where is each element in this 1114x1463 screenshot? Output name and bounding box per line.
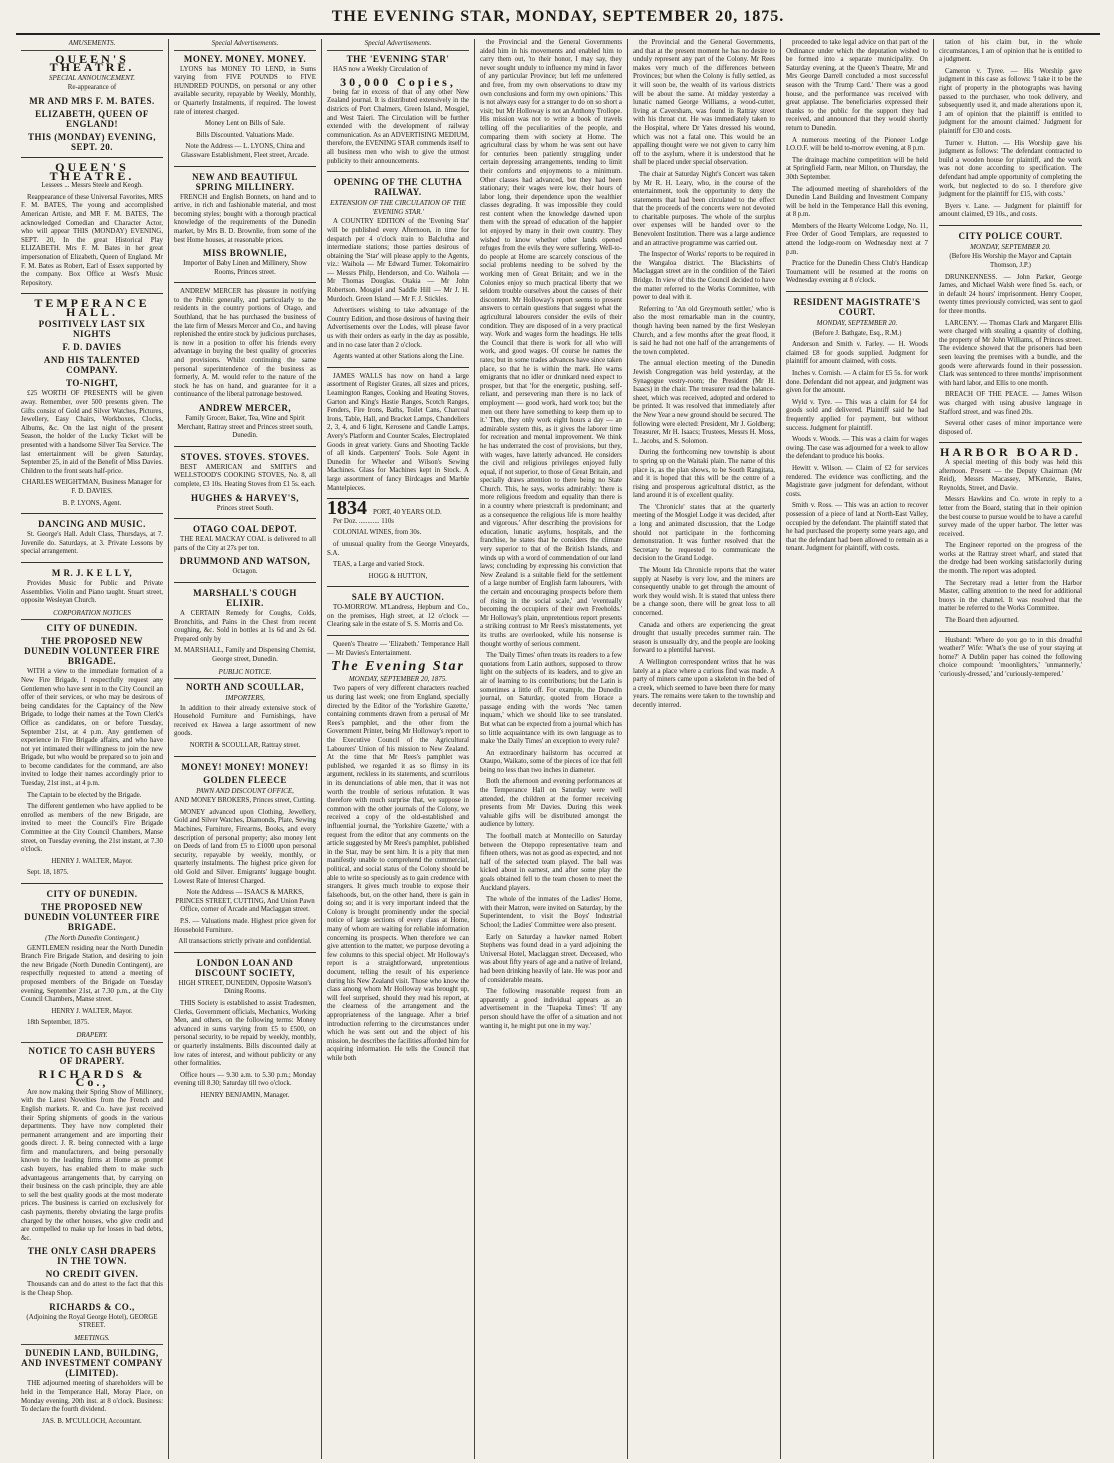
mercer-sub: Family Grocer, Baker, Tea, Wine and Spirit Merchant, Rattray street and Princes street south, Dunedin. [177, 415, 313, 440]
fleece-note: P.S. — Valuations made. Highest price given for Household Furniture. [174, 917, 316, 934]
divider [327, 635, 469, 636]
editorial-body: Two papers of very different characters reached us during last week; one from England, specially directed by the Editor of the 'Yorkshire Gazette,' containing comments drawn from a perusal of Mr Rees's pamphlet, and the other from the Government Printer, being Mr Holloway's report to the Executive Council of the Agricultural Labourers' Union of his mission to New Zealand. At the time that Mr Rees's pamphlet was published, we regarded it as so flimsy in its argument, reckless in its statements, and scurrilous in its denunciations of able men, that it was not worth the trouble of serious refutation. It was therefore with much surprise that, we suppose in common with the other journals of the Colony, we received a copy of the old-established and influential journal, the 'Yorkshire Gazette,' with a request from the editor that any comments on the article suggested by Mr Rees's pamphlet, published in the Star, may be sent him. It is a pity that men manifestly unable to comprehend the commercial, political, and social status of the Colony should be able to write so speciously as to gain credence with strangers. It gives much trouble to expose their falsehoods, but, on the other hand, there is gain in doing so; and it is very important indeed that the Colony is brought prominently under the special notice of large sections of every class at Home, many of whom are waiting for reliable information concerning its prospects. When therefore we can give attention to the matter, we purpose devoting a few columns to this special object. Mr Holloway's report is a straightforward, unpretentious document, telling the result of his experience during his New Zealand visit. Those who know the class among whom Mr Holloway was brought up, will feel surprised, should they read his report, at the clearness of the arrangement and the appropriateness of the language. After a brief introduction referring to the circumstances under which he was sent out and the object of his mission, he describes the facilities afforded him for acquiring information. He tells the Council that while both [327, 685, 469, 1062]
star-heading: THE 'EVENING STAR' [346, 53, 450, 64]
port-line [327, 497, 469, 520]
brigade-body: WITH a view to the immediate formation of a New Fire Brigade, I respectfully request any Gentlemen who have sent in to the City Council an offer of their services, or who may be desirous of being candidates for the Captaincy of the New Brigade, to lodge their names at the Town Clerk's Office as candidates, on or before Tuesday, September 21st, at 4 p.m. Any gentlemen of experience in Fire Brigade affairs, and who have not yet intimated their willingness to join the new Brigade, but who would be prepared so to join and to become candidates for the command, are also invited to lodge their names accordingly prior to Tuesday, 21st inst., at 4 p.m. [21, 668, 163, 788]
auction-heading: SALE BY AUCTION. [351, 592, 445, 603]
court-case: Hewitt v. Wilson. — Claim of £2 for services rendered. The evidence was conflicting, and the Magistrate gave judgment for defendant, without costs. [786, 464, 928, 498]
london-heading: LONDON LOAN AND DISCOUNT SOCIETY, [194, 957, 296, 978]
harbor-paragraph: A special meeting of this body was held this afternoon. Present — the Deputy Chairman (Mr Reid), Messrs Macassey, M'Kenzie, Bates, Reynolds, Street, and Davie. [939, 458, 1082, 492]
divider [174, 582, 316, 583]
theatre-body: Reappearance of these Universal Favorites, MRS F. M. BATES, The young and accomplished American Artiste, and MR F. M. BATES, The acknowledged Comedian and Character Actor, who will appear THIS (MONDAY) EVENING, SEPT. 20, In the great Historical Play ELIZABETH. Mrs F. M. Bates in her great impersonation of Elizabeth, Queen of England. Mr F. M. Bates as Robert, Earl of Essex supported by the company. Box Office at West's Music Repository. [21, 193, 163, 287]
kelly-body: Provides Music for Public and Private Assemblies. Violin and Piano taught. Stuart street, opposite Wesleyan Church. [21, 579, 163, 605]
column-5 [628, 39, 781, 1459]
theatre-line: Re-appearance of [67, 84, 117, 92]
temperance-line: TO-NIGHT, [66, 378, 118, 389]
lyons-line: Money Lent on Bills of Sale. [205, 120, 285, 128]
richards-more: Thousands can and do attest to the fact that this is the Cheap Shop. [21, 1281, 163, 1297]
london-body: THIS Society is established to assist Tradesmen, Clerks, Government officials, Mechanics, Working Men, and others, on the following terms: Money advanced in sums varying from £5 to £500, on personal security, to be repaid by weekly, monthly, or quarterly instalments. Bills discounted daily at low rates of interest, and without publicity or any other formalities. [174, 999, 316, 1068]
money-heading: MONEY. MONEY. MONEY. [183, 53, 307, 64]
divider [21, 883, 163, 884]
mercer-signature: ANDREW MERCER, [198, 403, 292, 413]
court-case: Anderson and Smith v. Farley. — H. Woods claimed £8 for goods supplied. Judgment for plaintiff for amount claimed, with costs. [786, 341, 928, 366]
millinery-heading: NEW AND BEAUTIFUL SPRING MILLINERY. [192, 171, 298, 192]
stoves-signature: HUGHES & HARVEY'S, [191, 492, 299, 503]
divider [327, 586, 469, 587]
police-case: LARCENY. — Thomas Clark and Margaret Ellis were charged with stealing a quantity of clothing, the property of Mr John Williams, of Princes street. The evidence showed that the prisoners had been seen leaving the premises with a bundle, and the goods were afterwards found in their possession. Clark was sentenced to three months' imprisonment with hard labor, and Ellis to one month. [939, 319, 1082, 387]
news-paragraph: The Inspector of Works' reports to be required in the Wangaloa district. The Blackshirts of Maclaggan street are in the condition of the Taieri Bridge. In view of this the Council decided to have the matter referred to the Works Committee, with power to deal with it. [633, 251, 775, 302]
elixir-body: A CERTAIN Remedy for Coughs, Colds, Bronchitis, and Pains in the Chest from recent coughing, &c. Sold in bottles at 1s 6d and 2s 6d. Prepared only by [174, 609, 316, 643]
london-signature: HENRY BENJAMIN, Manager. [200, 1091, 290, 1099]
police-court-date: MONDAY, SEPTEMBER 20. [970, 242, 1051, 251]
millinery-body: FRENCH and English Bonnets, on hand and to arrive, in rich and fashionable material, and most becoming styles; bought with a thorough practical knowledge of the requirements of the Dunedin market, by Mrs B. D. Brownlie, from some of the best Home houses, at reasonable prices. [174, 193, 316, 244]
mercer-body: ANDREW MERCER has pleasure in notifying to the Public generally, and particularly to the residents in the country portions of Otago, and Southland, that he has purchased the business of the late firm of Messrs Mercer and Co., and having replenished the entire stock by judicious purchases, is now in a position to offer his friends every advantage in buying the best quality of groceries and provisions. Whilst continuing the same personal superintendence of the business as formerly, A. M. would refer to the nature of the stock he has on hand, and guarantee for it a continuance of the liberal patronage bestowed. [174, 288, 316, 399]
brigade-signature: HENRY J. WALTER, Mayor. [51, 1007, 133, 1015]
theatre-line: MR AND MRS F. M. BATES. [29, 95, 155, 106]
news-paragraph: Referring to 'An old Greymouth settler,' who is also the most remarkable man in the country, though having been named by the first Wesleyan Church, and a few months after the great flood, it is said he had not one half of the arrangements of the town completed. [633, 305, 775, 356]
section-heading: AMUSEMENTS. [21, 39, 163, 51]
news-paragraph: A Wellington correspondent writes that he was lately at a place where a curious find was made. A party of miners came upon a skeleton in the bed of a creek, which seemed to have been there for many years. The remains were taken to the township and decently interred. [633, 658, 775, 709]
court-case: Cameron v. Tyree. — His Worship gave judgment in this case as follows: 'I take it to be the right of property in the photographs was having passed to the purchaser, who took delivery, and subsequently used it, and made alterations upon it, I am of opinion that the plaintiff is entitled to judgment for the amount claimed.' Judgment for plaintiff for £30 and costs. [939, 67, 1082, 135]
wines-body: of unusual quality from the George Vineyards, S.A. [327, 540, 469, 557]
richards-tagline: THE ONLY CASH DRAPERS IN THE TOWN. [27, 1246, 157, 1267]
clutha-body: Agents wanted at other Stations along the Line. [333, 353, 464, 361]
divider [174, 756, 316, 757]
harbor-paragraph: The Secretary read a letter from the Harbor Master, calling attention to the need for additional buoys in the channel. It was resolved that the matter be referred to the Works Committee. [939, 579, 1082, 613]
divider [174, 282, 316, 283]
london-sub: HIGH STREET, DUNEDIN, Opposite Watson's Dining Rooms. [178, 979, 312, 996]
column-6 [781, 39, 934, 1459]
news-paragraph: The Mount Ida Chronicle reports that the water supply at Naseby is very low, and the miners are consequently unable to get through the amount of work they would wish. It is stated that unless there be a change soon, there will be great loss to all concerned. [633, 567, 775, 617]
divider [939, 631, 1082, 632]
police-case: Several other cases of minor importance were disposed of. [939, 420, 1082, 436]
news-paragraph: The whole of the inmates of the Ladies' Home, with their Matron, were invited on Saturday, by the Superintendent, to visit the Boys' Industrial School; the Ladies' Committee were also present. [480, 896, 622, 929]
court-case: Smith v. Ross. — This was an action to recover possession of a piece of land at North-East Valley, occupied by the defendant. The plaintiff stated that he had purchased the property some years ago, and that the defendant had been allowed to remain as a tenant. Judgment for plaintiff, with costs. [786, 502, 928, 553]
teas-line: TEAS, a Large and varied Stock. [333, 561, 425, 569]
harbor-board-heading: HARBOR BOARD. [939, 445, 1081, 460]
temperance-signature: CHARLES WEIGHTMAN, Business Manager for F. D. DAVIES. [21, 479, 163, 495]
police-case: DRUNKENNESS. — John Parker, George James, and Michael Walsh were fined 5s. each, or in default 24 hours' imprisonment. Henry Cooper, twenty times previously convicted, was sent to gaol for three months. [939, 273, 1082, 316]
brigade-heading: THE PROPOSED NEW DUNEDIN VOLUNTEER FIRE BRIGADE. [24, 636, 160, 667]
police-court-heading: CITY POLICE COURT. [958, 230, 1063, 241]
brigade-date: 18th September, 1875. [27, 1019, 90, 1027]
news-paragraph: The drainage machine competition will be held at Springfield Farm, near Milton, on Thursday, the 30th September. [786, 156, 928, 181]
brigade-subheading: (The North Dunedin Contingent.) [45, 934, 139, 942]
theatre-heading: QUEEN'S THEATRE. [49, 159, 135, 183]
fleece-heading: GOLDEN FLEECE [203, 774, 287, 785]
temperance-line: F. D. DAVIES [62, 342, 122, 353]
lyons-address: Note the Address — L. LYONS, China and Glassware Establishment, Fleet street, Arcade. [180, 143, 309, 159]
section-heading: CORPORATION NOTICES [21, 609, 163, 621]
temperance-line: AND HIS TALENTED COMPANY. [43, 355, 141, 376]
star-body: HAS now a Weekly Circulation of [333, 65, 428, 73]
theatre-line: THIS (MONDAY) EVENING, SEPT. 20. [28, 131, 156, 152]
temperance-heading: TEMPERANCE HALL. [34, 296, 150, 319]
temperance-signature: B. P. LYONS, Agent. [62, 499, 122, 507]
divider [174, 166, 316, 167]
temperance-body: £25 WORTH OF PRESENTS will be given away. Remember, over 500 presents given. The Gifts consist of Gold and Silver Watches, Pictures, Jewellery, Easy Chairs, Workboxes, Clocks, Albums, &c. On the last night of the present Season, the holder of the Lucky Ticket will be presented with a handsome Silver Tea Service. The last entertainment will be given Saturday, September 25, in aid of the Benefit of Miss Davies. Children to the front seats half-price. [21, 390, 163, 475]
divider [174, 446, 316, 447]
scoullar-sub: IMPORTERS, [225, 694, 265, 703]
brigade-body: GENTLEMEN residing near the North Dunedin Branch Fire Brigade Station, and desiring to join the new Brigade (North Dunedin Contingent), are respectfully requested to attend a meeting of proposed members of the Brigade on Tuesday evening, September 21st, at 7.30 p.m., at the City Council Chambers, Manse street. [21, 944, 163, 1004]
land-company-heading: DUNEDIN LAND, BUILDING, AND INVESTMENT COMPANY (LIMITED). [21, 1348, 163, 1379]
temperance-subheading: POSITIVELY LAST SIX NIGHTS [38, 319, 146, 340]
brigade-date: Sept. 18, 1875. [27, 869, 69, 877]
court-date: MONDAY, SEPTEMBER 20. [816, 319, 898, 328]
star-body: being far in excess of that of any other New Zealand journal. It is distributed extensively in the districts of Port Chalmers, Green Island, Mosgiel, and West Taieri. The Circulation will be further extended with the development of railway communication. As an ADVERTISING MEDIUM, therefore, the EVENING STAR commends itself to all business men who wish to give the utmost publicity to their announcements. [327, 88, 470, 165]
column-3 [322, 39, 475, 1459]
richards-address: (Adjoining the Royal George Hotel), GEORGE STREET. [26, 1313, 158, 1330]
divider [174, 518, 316, 519]
harbor-paragraph: The Board then adjourned. [945, 617, 1019, 625]
news-paragraph: The 'Chronicle' states that at the quarterly meeting of the Mosgiel Lodge it was decided, after a long and animated discussion, that the Lodge should not participate in the forthcoming demonstration. It was further resolved that the Secretary be requested to communicate the decision to the Grand Lodge. [633, 503, 775, 563]
news-paragraph: Husband: 'Where do you go to in this dreadful weather?' Wife: 'What's the use of your staying at home?' A Dublin paper has coined the following choice compound: 'moonlighters,' 'unmannerly,' 'curiously-dressed,' and 'curiously-tempered.' [939, 636, 1082, 678]
clutha-body: Advertisers wishing to take advantage of the Country Edition, and those desirous of having their Advertisements over the Lodes, will please favor us with their orders as early in the day as possible, and in no case later than 2 o'clock. [327, 307, 469, 349]
teas-signature: HOGG & HUTTON, [368, 572, 428, 580]
theatre-heading: QUEEN'S THEATRE. [49, 51, 135, 75]
fleece-line: AND MONEY BROKERS, Princes street, Cutting. [174, 797, 316, 805]
police-court-sub: (Before His Worship the Mayor and Captain Thomson, J.P.) [949, 253, 1072, 270]
stoves-heading: STOVES. STOVES. STOVES. [180, 451, 310, 462]
editorial-banner: The Evening Star [331, 659, 465, 675]
column-2 [169, 39, 322, 1459]
police-case: BREACH OF THE PEACE. — James Wilson was charged with using abusive language in Stafford street, and was fined 20s. [939, 391, 1082, 416]
news-paragraph: The chair at Saturday Night's Concert was taken by Mr R. H. Leary, who, in the course of the entertainment, took the opportunity to deny the statements that had been circulated to the effect that the proceeds of the concerts were not devoted to charitable purposes. The whole of the surplus over expenses will be handed over to the Benevolent Institution. There was a large audience and an attractive programme was carried out. [633, 170, 775, 247]
divider [786, 291, 928, 292]
section-heading: PUBLIC NOTICE. [174, 668, 316, 680]
coal-address: Octagon. [232, 568, 258, 576]
drapery-notice: NOTICE TO CASH BUYERS OF DRAPERY. [28, 1045, 156, 1066]
column-1 [16, 39, 169, 1459]
clutha-sub: EXTENSION OF THE CIRCULATION OF THE 'EVENING STAR.' [330, 199, 466, 216]
news-paragraph: Both the afternoon and evening performances at the Temperance Hall on Saturday were well attended, the children at the former receiving presents from Mr Davies. During this week valuable gifts will be distributed amongst the audience by lottery. [480, 778, 622, 829]
section-heading: DRAPERY. [21, 1031, 163, 1043]
land-company-signature: JAS. B. M'CULLOCH, Accountant. [42, 1417, 142, 1425]
court-sub: (Before J. Bathgate, Esq., R.M.) [812, 329, 902, 337]
divider [327, 171, 469, 172]
richards-body: Are now making their Spring Show of Millinery, with the Latest Novelties from the French and English markets. R. and Co. have just received their Spring shipments of goods in the various departments. They have now completed their permanent arrangement and are importing their goods direct. J. R. being connected with a large firm and manufacturers, and being personally known to the leading firms at Home as prompt cash buyers, has enabled them to make such advantageous arrangements that, by carrying on their business on the cash principle, they are able to sell the best quality goods at the most moderate prices. The business is carried on exclusively for cash payments, thereby obviating the large profits charged by the other houses, who give credit and are compelled to make up for losses in bad debts, &c. [21, 1088, 163, 1242]
news-paragraph: An extraordinary hailstorm has occurred at Otaupo, Waikato, some of the pieces of ice that fell being no less than two inches in diameter. [480, 749, 622, 774]
fleece-note: All transactions strictly private and confidential. [178, 938, 312, 946]
news-paragraph: proceeded to take legal advice on that part of the Ordinance under which the deputation wished to be formed into a separate municipality. On Saturday evening, at the Queen's Theatre, Mr and Mrs George Darrell concluded a most successful season with the 'Trump Card.' There was a good house, and the performance was received with great applause. The beneficiaries expressed their thanks to the public for the support they had received, and announced that they would shortly return to Dunedin. [786, 39, 928, 132]
divider [939, 442, 1082, 443]
richards-heading: RICHARDS & Co., [38, 1066, 146, 1090]
port-heading: PORT, 40 YEARS OLD. [373, 509, 442, 517]
millinery-sub: Importer of Baby Linen and Millinery, Show Rooms, Princes street. [183, 260, 307, 276]
coal-body: THE REAL MACKAY COAL is delivered to all parts of the City at 27s per ton. [174, 536, 316, 552]
court-case: Woods v. Woods. — This was a claim for wages owing. The case was adjourned for a week to allow the defendant to produce his books. [786, 436, 928, 461]
brigade-body: The different gentlemen who have applied to be enrolled as members of the new Brigade, are invited to meet the Council's Fire Brigade Committee at the City Council Chambers, Manse street, on Tuesday evening, the 21st instant, at 7.30 o'clock. [21, 803, 163, 854]
richards-signature: RICHARDS & CO., [49, 1301, 135, 1312]
news-paragraph: During the forthcoming new township is about to spring up on the Waitaki plain. The name of this place is, as the plan shows, to be South Rangitata, and it is hoped that this will be the centre of a rising and prosperous agricultural district, as the land around it is of excellent quality. [633, 449, 775, 500]
news-paragraph: Canada and others are experiencing the great drought that usually precedes summer rain. The season is unusually dry, and the people are looking forward to a plentiful harvest. [633, 621, 775, 655]
news-paragraph: The annual election meeting of the Dunedin Jewish Congregation was held yesterday, at the Synagogue vestry-room; the President (Mr H. Isaacs) in the chair. The treasurer read the balance-sheet, which was received, adopted and ordered to be printed. It was resolved that immediately after the New Year a new ground should be secured. The following were elected: President, Mr J. Goldberg; Treasurer, Mr H. Isaacs; Trustees, Messrs H. Moss, L. Jacobs, and S. Solomon. [633, 360, 775, 445]
elixir-heading: MARSHALL'S COUGH ELIXIR. [193, 587, 297, 608]
elixir-signature: M. MARSHALL, Family and Dispensing Chemist, George street, Dunedin. [174, 647, 316, 663]
editorial-dateline: MONDAY, SEPTEMBER 20, 1875. [348, 674, 448, 683]
divider [21, 562, 163, 563]
scoullar-signature: NORTH & SCOULLAR, Rattray street. [189, 742, 301, 750]
news-paragraph: The football match at Montecillo on Saturday between the Otepopo representative team and fifteen others, was not as good as expected, and not half of the selected team played. The ball was kicked about in earnest, and after some play the goals obtained fell to the team chosen to meet the Auckland players. [480, 833, 622, 892]
news-paragraph: The adjourned meeting of shareholders of the Dunedin Land Building and Investment Company will be held in the Temperance Hall this evening, at 8 p.m. [786, 185, 928, 219]
masthead [16, 8, 1100, 35]
walls-body: JAMES WALLS has now on hand a large assortment of Register Grates, all sizes and prices, Leamington Ranges, Cooking and Heating Stoves, Garton and King's Hastie Ranges, Scotch Ranges, Fenders, Fire Irons, Baths, Toilet Cans, Charcoal Irons, Table, Hall, and Bracket Lamps, Chandeliers 2, 3, 4, and 6 light, Kerosene and Candle Lamps, Avery's Platform and Counter Scales, Electroplated Goods in great variety. Guns and Shooting Tackle of all kinds. Carpenters' Tools. Sole Agent in Dunedin for Wheeler and Wilson's Sewing Machines. Glass for Machines kept in Stock. A large assortment of fancy Birdcages and Marble Mantelpieces. [327, 372, 469, 492]
column-4 [475, 39, 628, 1459]
news-paragraph: the Provincial and the General Governments, and that at the present moment he has no desire to unduly represent any part of the Colony. Mr Rees makes very much of the differences between Provinces; but when the Colony is fully settled, as it will soon be, the wealth of its various districts will be about the same. At midday yesterday a lunatic named George Williams, a wood-cutter, living at Caversham, was found in Rattray street with his throat cut. He was immediately taken to the Hospital, where Dr Yates dressed his wound, which was not a fatal one. This would be an appalling thought were we not given to carry him off to the asylum, where it is understood that he shall be placed under special observation. [633, 39, 775, 167]
lyons-body: LYONS has MONEY TO LEND, in Sums varying from FIVE POUNDS to FIVE HUNDRED POUNDS, on personal or any other available security, repayable by Weekly, Monthly, or Quarterly Instalments, if required. The lowest rate of interest charged. [174, 65, 316, 116]
divider [21, 157, 163, 158]
harbor-paragraph: The Engineer reported on the progress of the works at the Rattray street wharf, and stated that the dredge had been working satisfactorily during the month. The report was adopted. [939, 542, 1082, 576]
brigade-note: The Captain to be elected by the Brigade. [27, 791, 142, 799]
news-paragraph: A numerous meeting of the Pioneer Lodge I.O.O.F. will be held to-morrow evening, at 8 p.m. [786, 136, 928, 153]
harbor-paragraph: Messrs Hawkins and Co. wrote in reply to a letter from the Board, stating that in their opinion the best course to pursue would be to have a careful survey made of the upper harbor. The letter was received. [939, 496, 1082, 538]
coal-signature: DRUMMOND AND WATSON, [179, 556, 311, 567]
news-paragraph: Early on Saturday a hawker named Robert Stephens was found dead in a yard adjoining the Universal Hotel, Maclaggan street. Deceased, who was about fifty years of age and a native of Ireland, had been drinking heavily of late. He was poor and of considerable means. [480, 933, 622, 984]
section-heading: MEETINGS. [21, 1334, 163, 1346]
section-heading: Special Advertisements. [174, 39, 316, 51]
wines-heading: COLONIAL WINES, from 30s. [333, 529, 422, 537]
fleece-body: MONEY advanced upon Clothing, Jewellery, Gold and Silver Watches, Diamonds, Plate, Sewing Machines, Furniture, Firearms, Books, and every description of personal property; also money lent on Deeds of land from £5 to £1000 upon personal security, repayable by weekly, monthly, or quarterly instalments. The highest price given for old Gold and Silver. Emigrants' luggage bought. Lowest Rate of Interest Charged. [174, 808, 316, 885]
news-paragraph: The 'Daily Times' often treats its readers to a few quotations from Latin authors, supposed to throw light on the subjects of its leaders, and to give an air of learning to its contributions; but the Latin is sometimes a little off. For example, the Dunedin journal, on Saturday, quoted from Horace a passage ending with the words 'Nec tamen inquam,' which we should like to see translated. But what can be expected from a journal which has so little acquaintance with its own language as to make 'the Daily Times' an exception to every rule? [480, 652, 622, 746]
money-heading: MONEY! MONEY! MONEY! [181, 761, 309, 772]
court-case: Turner v. Hutton. — His Worship gave his judgment as follows: 'The defendant contracted to build a wooden house for plaintiff, and the work was not done according to specification. The defendant had ample opportunity of completing the work, but neglected to do so. I therefore give judgment for the plaintiff for £15, with costs.' [939, 139, 1082, 199]
divider [21, 293, 163, 294]
editorial-body: the Provincial and the General Governments aided him in his movements and enabled him to carry them out, 'to their honor, I may say, they never sought unduly to influence my mind in favor of any particular Province; but left me unfettered and free, from my own observations to draw my own conclusions and form my own opinions.' This is not always easy for a stranger to do on so short a visit; but Mr Holloway is not an Anthony Trollope. His mission was not to write a book of travels telling off the peculiarities of the people, and comparing them with society at Home. The agricultural class by whom he was sent out have for centuries been patiently struggling under certain depressing arrangements, tending to limit their comforts and enjoyments to a minimum. Other classes had advanced, but they had been stationary; their wages were low, their hours of labor long, their dependence upon the wealthier classes degrading. It was impossible they could rest content when the knowledge dawned upon them with the spread of education of the happier lot enjoyed by many in their own country. They wished to know whether other lands opened refuges from the evils they were suffering. Well-to-do people at Home are scarcely conscious of the social problems needing to be solved by the working men of Great Britain; and we in the Colonies enjoy so much practical liberty that we seldom trouble ourselves about the causes of their discontent. Mr Holloway's report seems to present answers to certain questions that suggest what the agricultural labourers consider the evils of their condition. They are disposed of in a very practical way. Work and wages form the headings. He tells the Council that there is work for all who will work, and good wages. Of course he names the rates; but in some trades advances have since taken place, so that he is within the mark. He warns emigrants that no idler or drunkard need expect to prosper, but that 'for the energetic, pushing, self-reliant, and persevering man there is no lack of employment — good work, hard work too; but the men out there have something to keep them up to it.' Then, they only work eight hours a day — an admirable system this, as it gives the laborer time for recreation and mental improvement. We think he has underrated the cost of provisions, but they, with wages, have latterly advanced. He considers the civil and religious privileges enjoyed fully equal, if not superior, to those of Great Britain, and specially draws attention to there being no State Church. This, he says, works admirably: 'there is more religious freedom and equality than there is in a country where priestcraft is predominant; and as a consequence the religious life is more healthy and vigorous.' After describing the provisions for education, lunatic asylums, hospitals, and the franchise, he states that he considers the climate very superior to that of the British Islands, and winds up with a word of commendation of our land laws; concluding by expressing his conviction that New Zealand is a suitable field for the settlement of a large number of English farm labourers, 'with the certain and encouraging prospects before them of rising in the social scale,' and 'eventually becoming the occupiers of their own Freeholds.' Mr Holloway's plain, unpretentious report presents a striking contrast to Mr Rees's misstatements, yet its truths are overlooked, while his nonsense is thought worthy of serious comment. [480, 39, 622, 648]
kelly-heading: M R. J. K E L L Y, [51, 567, 133, 578]
scoullar-heading: NORTH AND SCOULLAR, [186, 682, 304, 693]
newspaper-title: THE EVENING STAR, MONDAY, SEPTEMBER 20, 1875. [331, 8, 785, 25]
dancing-heading: DANCING AND MUSIC. [38, 519, 146, 530]
london-hours: Office hours — 9.30 a.m. to 5.30 p.m.; Monday evening till 8.30; Saturday till two o'clock. [174, 1071, 316, 1088]
section-heading: Special Advertisements. [327, 39, 469, 51]
clutha-heading: OPENING OF THE CLUTHA RAILWAY. [333, 177, 463, 198]
columns [16, 39, 1100, 1459]
scoullar-body: In addition to their already extensive stock of Household Furniture and Furnishings, have received ex Hawea a large assortment of new goods. [174, 704, 316, 738]
stoves-address: Princes street South. [216, 504, 274, 512]
court-case: tation of his claim but, in the whole circumstances, I am of opinion that he is entitled to a judgment. [939, 39, 1082, 64]
auction-body: TO-MORROW. M'Landress, Hepburn and Co., on the premises, High street, at 12 o'clock — Clearing sale in the estate of S. S. Morris and Co. [327, 604, 469, 629]
land-company-body: THE adjourned meeting of shareholders will be held in the Temperance Hall, Moray Place, on Monday evening, 20th inst. at 8 o'clock. Business: To declare the fourth dividend. [21, 1380, 163, 1414]
divider [21, 513, 163, 514]
port-year: 1834 [327, 497, 367, 520]
court-heading: RESIDENT MAGISTRATE'S COURT. [793, 297, 921, 318]
theatre-subheading: SPECIAL ANNOUNCEMENT. [49, 73, 135, 82]
column-7 [934, 39, 1087, 1459]
court-case: Wyld v. Tyre. — This was a claim for £4 for goods sold and delivered. Plaintiff said he had frequently applied for payment, but without success. Judgment for plaintiff. [786, 398, 928, 432]
clutha-body: A COUNTRY EDITION of the 'Evening Star' will be published every Afternoon, in time for despatch per 4 o'clock train to Balclutha and intermediate stations; those parties desirous of obtaining the 'Star' will please apply to the Agents, viz.: Waihola — Mr Edward Turner. Tokomairiro — Messrs Philp, Henderson, and Co. Waihola — Mr Thomas Douglas. Otakia — Mr John Robertson. Mosgiel and Saddle Hill — Mr J. H. Murdoch. Green Island — Mr F. J. Stickles. [327, 218, 469, 303]
court-case: Byers v. Lane. — Judgment for plaintiff for amount claimed, £9 10s., and costs. [939, 202, 1082, 219]
stoves-body: BEST AMERICAN and SMITH'S and WELLSTOOD'S COOKING STOVES, No. 8, all complete, £3 10s. Heating Stoves from £1 5s. each. [174, 463, 316, 488]
fleece-address: Note the Address — ISAACS & MARKS, PRINCES STREET, CUTTING, And Union Pawn Office, corner of Arcade and Maclaggan street. [175, 889, 315, 914]
entertainments-body: Queen's Theatre — 'Elizabeth.' Temperance Hall — Mr Davies's Entertainment. [327, 641, 469, 657]
court-case: Inches v. Cornish. — A claim for £5 5s. for work done. Defendant did not appear, and judgment was given for the amount. [786, 370, 928, 395]
divider [939, 225, 1082, 226]
brigade-heading: THE PROPOSED NEW DUNEDIN VOLUNTEER FIRE BRIGADE. [24, 902, 160, 932]
theatre-line: ELIZABETH, QUEEN OF ENGLAND! [35, 108, 149, 129]
divider [327, 367, 469, 368]
divider [174, 952, 316, 953]
news-paragraph: Practice for the Dunedin Chess Club's Handicap Tournament will be resumed at the rooms on Wednesday evening at 8 o'clock. [786, 260, 928, 285]
dancing-body: St. George's Hall. Adult Class, Thursdays, at 7. Juvenile do. Saturdays, at 3. Private Lessons by special arrangement. [21, 531, 163, 556]
theatre-lessees: Lessees ... Messrs Steele and Keogh. [41, 182, 143, 190]
fleece-sub: PAWN AND DISCOUNT OFFICE, [196, 786, 294, 795]
city-heading: CITY OF DUNEDIN. [46, 889, 138, 899]
port-price: Per Doz. ............ 110s [333, 517, 394, 525]
millinery-signature: MISS BROWNLIE, [202, 248, 288, 259]
star-circulation: 30,000 Copies, [340, 75, 456, 90]
brigade-signature: HENRY J. WALTER, Mayor. [51, 857, 133, 865]
lyons-line: Bills Discounted. Valuations Made. [196, 131, 294, 139]
news-paragraph: The following reasonable request from an apparently a good individual appears as an advertisement in the 'Tuapeka Times': 'If any person should have the offer of a situation and not wanting it, he might put one in my way.' [480, 988, 622, 1030]
coal-heading: OTAGO COAL DEPOT. [193, 524, 297, 535]
richards-credit: NO CREDIT GIVEN. [45, 1269, 139, 1280]
city-heading: CITY OF DUNEDIN. [46, 623, 138, 634]
news-paragraph: Members of the Hearty Welcome Lodge, No. 11, Free Order of Good Templars, are requested to attend the lodge-room on Wednesday next at 7 p.m. [786, 222, 928, 256]
